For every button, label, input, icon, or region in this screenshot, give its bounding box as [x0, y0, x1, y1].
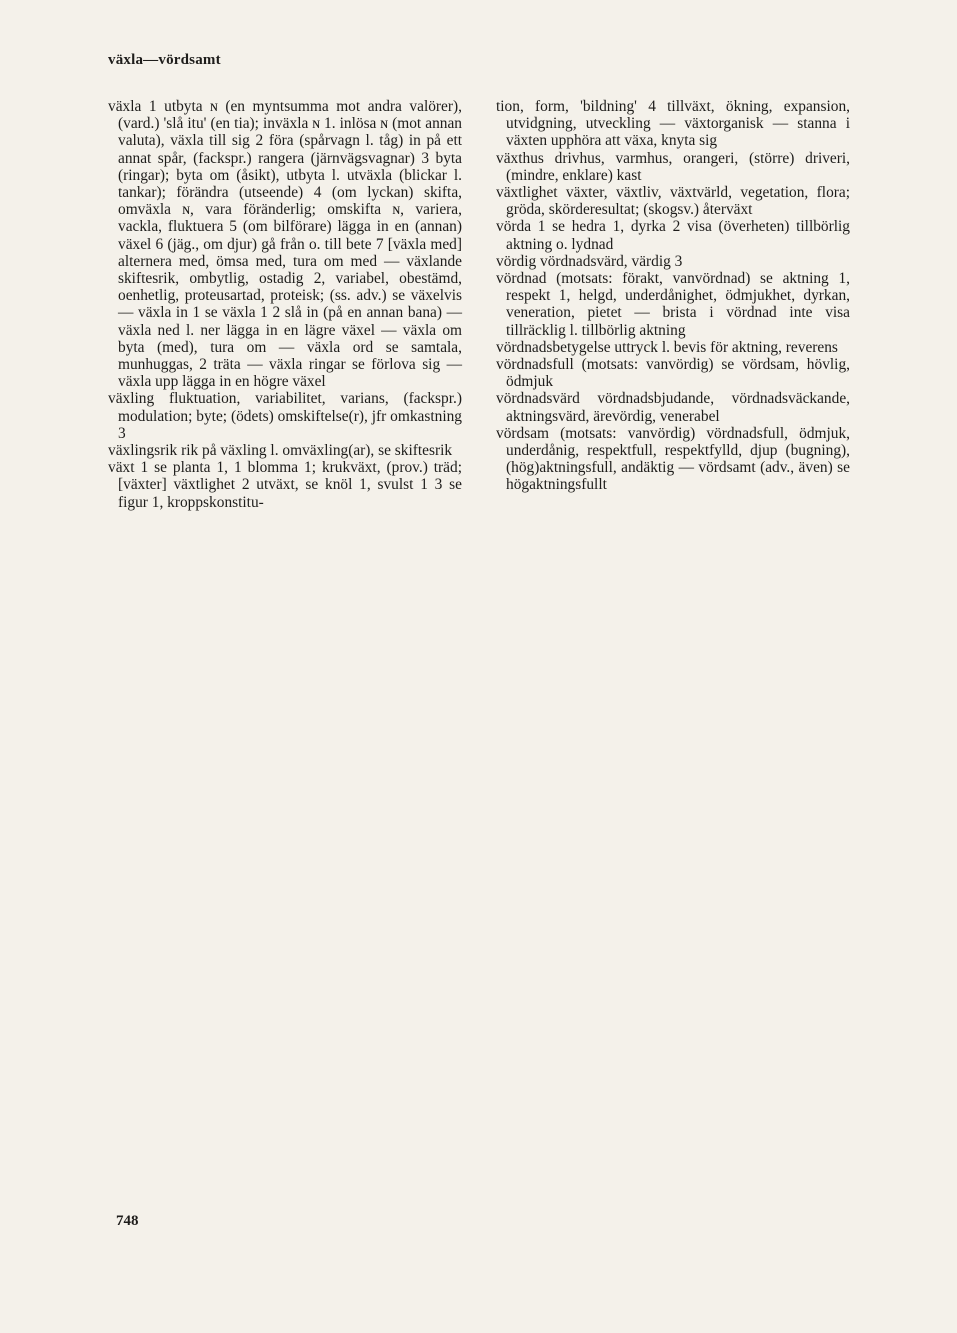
entry-vaxling: växling fluktuation, variabilitet, varians, (fackspr.) modulation; byte; (ödets) omskiftelse(r), jfr omkastning 3 [108, 390, 462, 442]
entry-vaxlingsrik: växlingsrik rik på växling l. omväxling(ar), se skiftesrik [108, 442, 453, 460]
right-column [496, 98, 850, 494]
left-column [108, 98, 462, 511]
entry-vorda: vörda 1 se hedra 1, dyrka 2 visa (överheten) tillbörlig aktning o. lydnad [496, 218, 850, 253]
entry-vordnadsvard: vördnadsvärd vördnadsbjudande, vördnadsväckande, aktningsvärd, ärevördig, venerabel [496, 390, 850, 425]
entry-vaxthus: växthus drivhus, varmhus, orangeri, (större) driveri, (mindre, enklare) kast [496, 149, 850, 184]
entry-vaxt: växt 1 se planta 1, 1 blomma 1; krukväxt, (prov.) träd; [växter] växtlighet 2 utväxt, se knöl 1, svulst 1 3 se figur 1, kroppskonstitu- [108, 459, 462, 511]
entry-vordsam: vördsam (motsats: vanvördig) vördnadsfull, ödmjuk, underdånig, respektfull, respektfylld, djup (bugning), (hög)aktningsfull, andäktig — vördsamt (adv., även) se högaktningsfullt [496, 424, 850, 494]
page-number: 748 [116, 1213, 139, 1229]
entry-vaxtlighet: växtlighet växter, växtliv, växtvärld, vegetation, flora; gröda, skörderesultat; (skogsv.) återväxt [496, 184, 850, 219]
entry-vordnadsbetygelse: vördnadsbetygelse uttryck l. bevis för aktning, reverens [496, 338, 838, 356]
entry-vordig: vördig vördnadsvärd, värdig 3 [496, 252, 683, 270]
entry-vaxt-continued: tion, form, 'bildning' 4 tillväxt, ökning, expansion, utvidgning, utveckling — växtorganisk — stanna i växten upphöra att växa, knyta sig [496, 98, 850, 150]
entry-vaxla: växla 1 utbyta ɴ (en myntsumma mot andra valörer), (vard.) 'slå itu' (en tia); inväxla ɴ 1. inlösa ɴ (mot annan valuta), växla till sig 2 föra (spårvagn l. tåg) in på ett annat spår, (fackspr.) rangera (järnvägsvagnar) 3 byta (ringar); byta om (åsikt), utbyta l. utväxla (blickar l. tankar); förändra (utseende) 4 (om lyckan) skifta, omväxla ɴ, vara föränderlig; omskifta ɴ, variera, vackla, fluktuera 5 (om bilförare) lägga in en (annan) växel 6 (jäg., om djur) gå från o. till bete 7 [växla med] alternera med, ömsa med, tura om med — växlande skiftesrik, ombytlig, ostadig 2, variabel, obestämd, oenhetlig, proteusartad, proteisk; (ss. adv.) se växelvis — växla in 1 se växla 1 2 slå in (på en annan bana) — växla ned l. ner lägga in en lägre växel — växla om byta (med), tura om — växla ord se samtala, munhuggas, 2 träta — växla ringar se förlova sig — växla upp lägga in en högre växel [108, 98, 462, 391]
running-head: växla—vördsamt [108, 52, 221, 68]
entry-vordnad: vördnad (motsats: förakt, vanvördnad) se aktning 1, respekt 1, helgd, underdånighet, ödmjukhet, dyrkan, veneration, pietet — brista i vördnad inte visa tillräcklig l. tillbörlig aktning [496, 270, 850, 339]
entry-vordnadsfull: vördnadsfull (motsats: vanvördig) se vördsam, hövlig, ödmjuk [496, 356, 850, 391]
